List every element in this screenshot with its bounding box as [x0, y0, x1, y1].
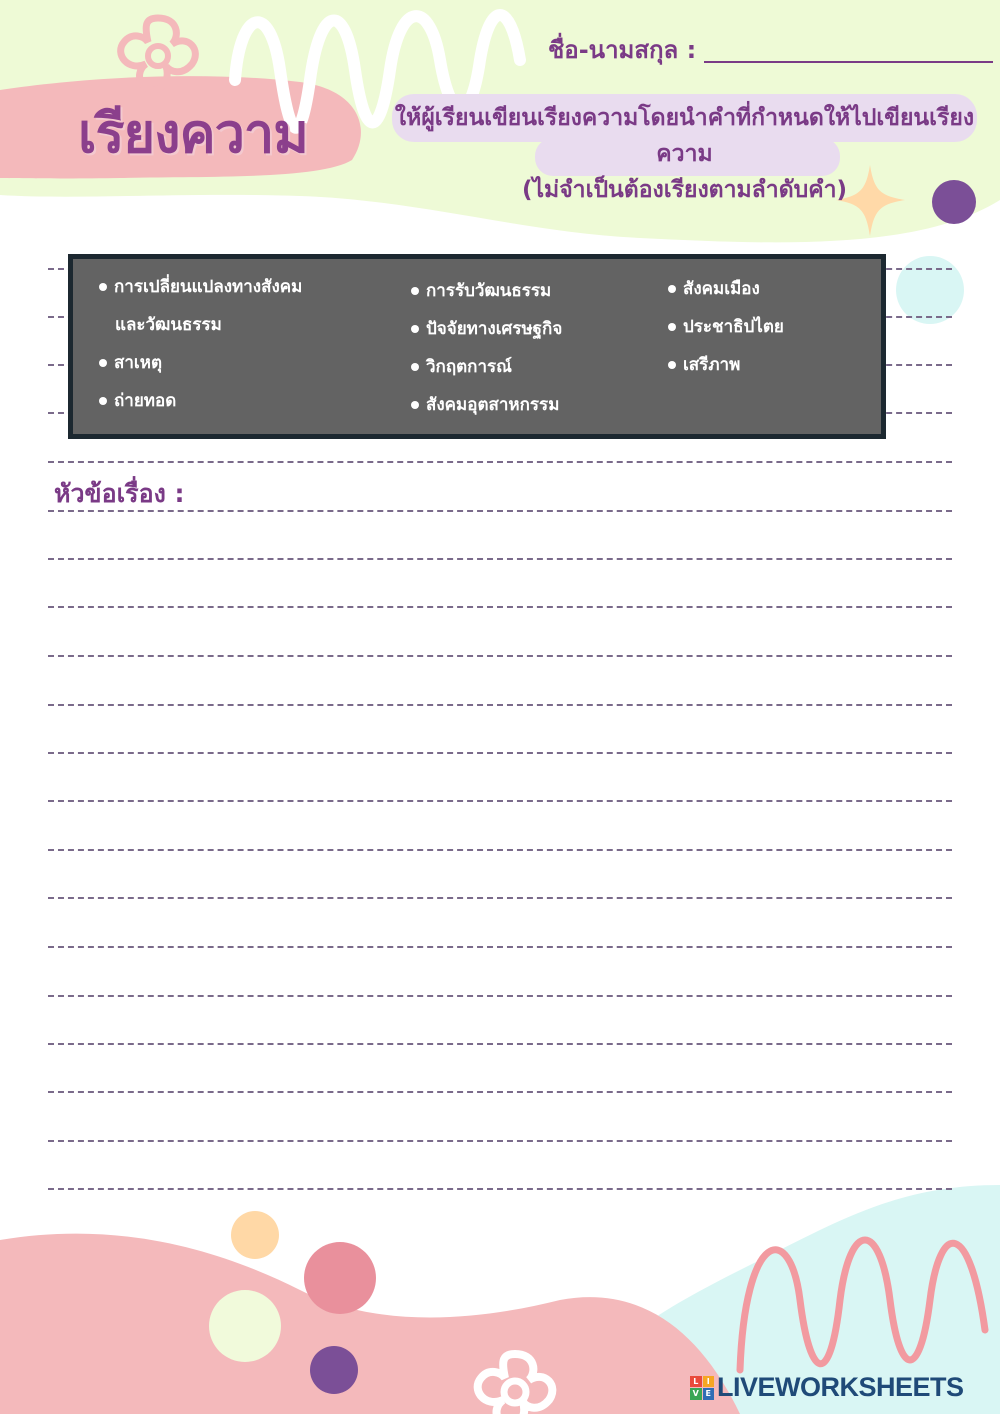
rose-dot — [304, 1242, 376, 1314]
writing-line[interactable] — [48, 752, 952, 754]
writing-line[interactable] — [48, 995, 952, 997]
orange-dot — [231, 1211, 279, 1259]
writing-line[interactable] — [48, 606, 952, 608]
writing-line[interactable] — [48, 1043, 952, 1045]
word-bank-item: ปัจจัยทางเศรษฐกิจ — [411, 315, 562, 342]
writing-line[interactable] — [48, 1140, 952, 1142]
writing-line[interactable] — [48, 655, 952, 657]
lime-dot — [209, 1290, 281, 1362]
liveworksheets-brand[interactable] — [690, 1372, 964, 1403]
word-bank-box — [68, 254, 886, 439]
liveworksheets-logo-icon: L I V E — [690, 1376, 714, 1400]
name-label: ชื่อ-นามสกุล : — [548, 36, 697, 64]
instruction-line-2: (ไม่จำเป็นต้องเรียงตามลำดับคำ) — [521, 177, 848, 203]
word-bank-item: สังคมเมือง — [668, 275, 760, 302]
word-bank-item: ประชาธิปไตย — [668, 313, 784, 340]
writing-line[interactable] — [48, 800, 952, 802]
writing-line[interactable] — [48, 1188, 952, 1190]
word-bank-item-continued: และวัฒนธรรม — [115, 315, 222, 335]
writing-line[interactable] — [48, 1091, 952, 1093]
writing-line[interactable] — [48, 849, 952, 851]
writing-line[interactable] — [48, 946, 952, 948]
writing-line[interactable] — [48, 704, 952, 706]
word-bank-item: สังคมอุตสาหกรรม — [411, 391, 559, 418]
liveworksheets-text: LIVEWORKSHEETS — [717, 1372, 964, 1402]
word-bank-item: สาเหตุ — [99, 349, 162, 376]
mint-dot-top — [896, 256, 964, 324]
word-bank-item: การเปลี่ยนแปลงทางสังคม — [99, 273, 302, 300]
name-input[interactable] — [704, 59, 993, 63]
word-bank-item: การรับวัฒนธรรม — [411, 277, 551, 304]
writing-line[interactable] — [48, 897, 952, 899]
instruction-line-1: ให้ผู้เรียนเขียนเรียงความโดยนำคำที่กำหนดให้ไปเขียนเรียงความ — [394, 105, 975, 167]
writing-line — [48, 461, 952, 463]
name-field-row — [548, 30, 993, 69]
topic-label: หัวข้อเรื่อง : — [54, 479, 185, 508]
instruction-text — [392, 100, 977, 208]
writing-line[interactable] — [48, 558, 952, 560]
word-bank-item: ถ่ายทอด — [99, 387, 176, 414]
word-bank-item: วิกฤตการณ์ — [411, 353, 512, 380]
page-title: เรียงความ — [78, 102, 308, 165]
purple-dot-bottom — [310, 1346, 358, 1394]
word-bank-item: เสรีภาพ — [668, 351, 740, 378]
